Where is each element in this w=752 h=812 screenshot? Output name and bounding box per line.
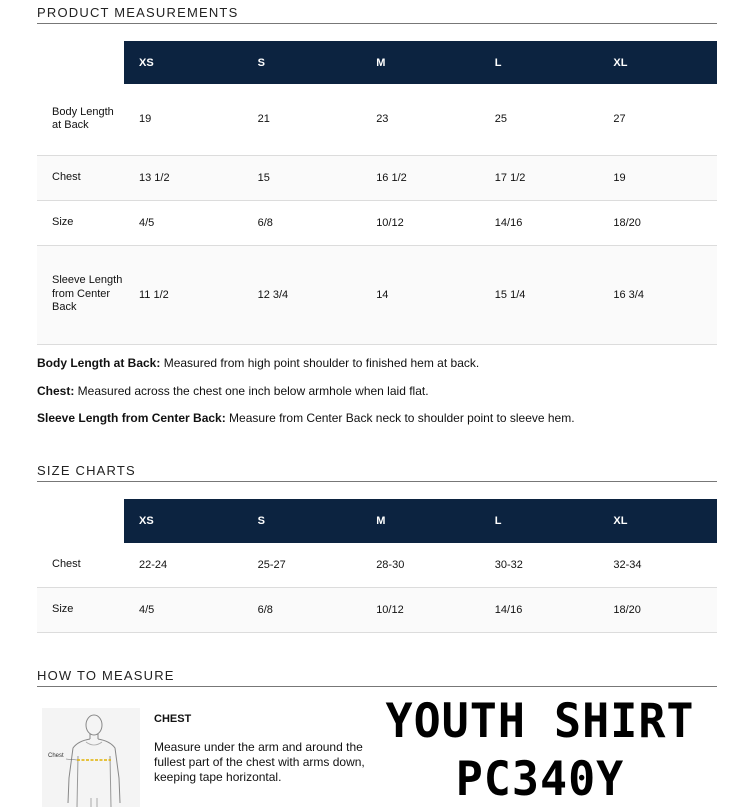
note-text: Measure from Center Back neck to shoulder point to sleeve hem. <box>225 411 575 425</box>
note-text: Measured from high point shoulder to finished hem at back. <box>160 356 480 370</box>
header-size-s: S <box>243 41 362 84</box>
table-cell: 6/8 <box>243 587 362 632</box>
row-label: Sleeve Length from Center Back <box>37 245 124 344</box>
note-term: Sleeve Length from Center Back: <box>37 411 226 425</box>
table-cell: 21 <box>243 84 362 155</box>
table-cell: 18/20 <box>598 200 717 245</box>
table-header-row <box>37 499 717 543</box>
table-row <box>37 245 717 344</box>
table-cell: 22-24 <box>124 543 243 587</box>
how-to-measure-title: HOW TO MEASURE <box>37 668 717 687</box>
table-row <box>37 587 717 632</box>
chest-measure-figure <box>42 708 140 807</box>
table-cell: 13 1/2 <box>124 155 243 200</box>
size-charts-table <box>37 499 717 633</box>
header-size-l: L <box>480 499 599 543</box>
table-cell: 17 1/2 <box>480 155 599 200</box>
header-size-m: M <box>361 499 480 543</box>
row-label: Chest <box>37 543 124 587</box>
table-cell: 27 <box>598 84 717 155</box>
header-size-m: M <box>361 41 480 84</box>
product-title-line1: YOUTH SHIRT <box>385 692 695 749</box>
row-label: Size <box>37 587 124 632</box>
table-cell: 30-32 <box>480 543 599 587</box>
table-cell: 14/16 <box>480 587 599 632</box>
header-size-s: S <box>243 499 362 543</box>
table-cell: 16 3/4 <box>598 245 717 344</box>
table-cell: 10/12 <box>361 587 480 632</box>
note-sleeve-length <box>37 411 575 425</box>
row-label: Size <box>37 200 124 245</box>
note-chest <box>37 384 429 398</box>
table-cell: 6/8 <box>243 200 362 245</box>
note-text: Measured across the chest one inch below armhole when laid flat. <box>74 384 429 398</box>
table-cell: 32-34 <box>598 543 717 587</box>
table-cell: 15 <box>243 155 362 200</box>
product-title-line2: PC340Y <box>455 750 625 807</box>
header-size-xs: XS <box>124 499 243 543</box>
table-header-row <box>37 41 717 84</box>
table-cell: 14/16 <box>480 200 599 245</box>
product-measurements-title: PRODUCT MEASUREMENTS <box>37 5 717 24</box>
row-label: Body Length at Back <box>37 84 124 155</box>
note-body-length <box>37 356 479 370</box>
table-row <box>37 543 717 587</box>
table-cell: 16 1/2 <box>361 155 480 200</box>
table-row <box>37 200 717 245</box>
size-charts-title: SIZE CHARTS <box>37 463 717 482</box>
table-cell: 18/20 <box>598 587 717 632</box>
table-cell: 28-30 <box>361 543 480 587</box>
note-term: Body Length at Back: <box>37 356 161 370</box>
chest-description: Measure under the arm and around the fullest part of the chest with arms down, keeping tape horizontal. <box>154 740 365 784</box>
product-measurements-table <box>37 41 717 345</box>
table-cell: 19 <box>598 155 717 200</box>
header-blank-cell <box>37 41 124 84</box>
header-size-l: L <box>480 41 599 84</box>
note-term: Chest: <box>37 384 75 398</box>
table-cell: 25 <box>480 84 599 155</box>
header-size-xl: XL <box>598 499 717 543</box>
table-cell: 19 <box>124 84 243 155</box>
table-cell: 25-27 <box>243 543 362 587</box>
table-cell: 12 3/4 <box>243 245 362 344</box>
table-row <box>37 155 717 200</box>
header-size-xs: XS <box>124 41 243 84</box>
table-cell: 14 <box>361 245 480 344</box>
header-size-xl: XL <box>598 41 717 84</box>
table-cell: 11 1/2 <box>124 245 243 344</box>
table-cell: 4/5 <box>124 587 243 632</box>
chest-heading: CHEST <box>154 713 192 725</box>
table-cell: 15 1/4 <box>480 245 599 344</box>
row-label: Chest <box>37 155 124 200</box>
table-cell: 4/5 <box>124 200 243 245</box>
table-cell: 10/12 <box>361 200 480 245</box>
table-row <box>37 84 717 155</box>
chest-figure-label: Chest <box>48 753 64 759</box>
table-cell: 23 <box>361 84 480 155</box>
header-blank-cell <box>37 499 124 543</box>
